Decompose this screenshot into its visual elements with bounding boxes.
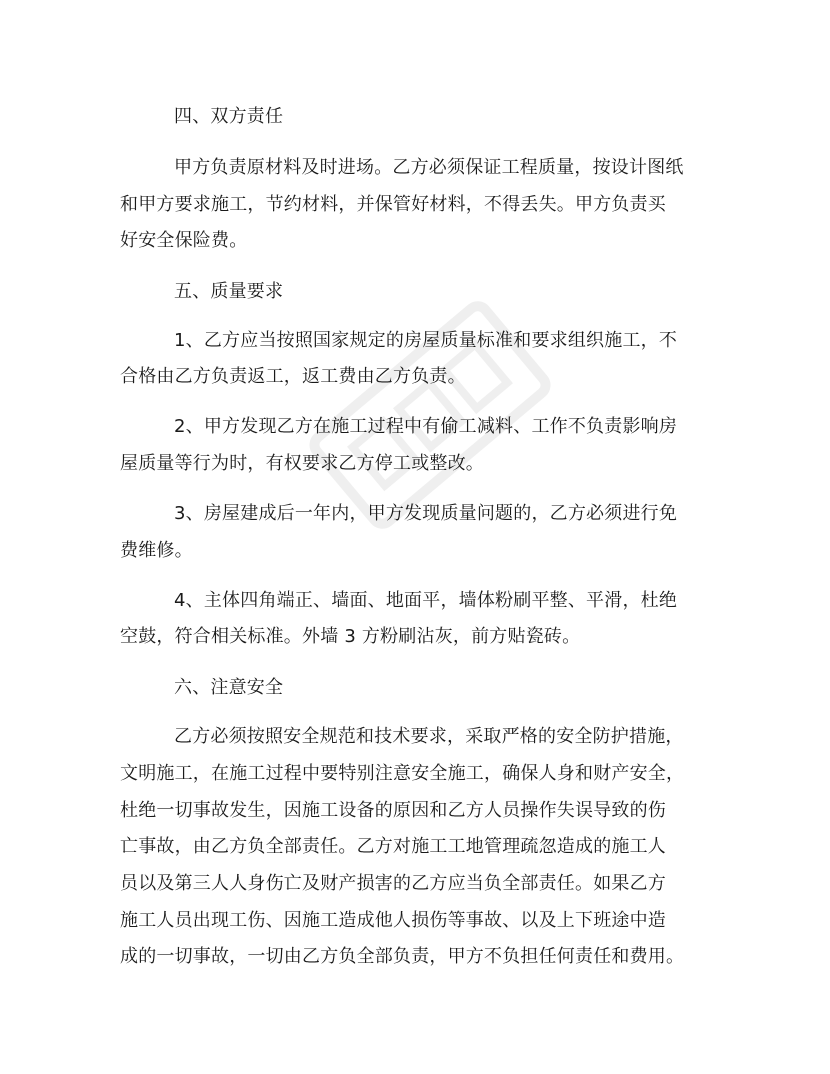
paragraph-line: 空鼓，符合相关标准。外墙 3 方粉刷沾灰，前方贴瓷砖。 — [120, 626, 581, 647]
paragraph-line: 1、乙方应当按照国家规定的房屋质量标准和要求组织施工，不 — [174, 330, 678, 351]
paragraph-line: 3、房屋建成后一年内，甲方发现质量问题的，乙方必须进行免 — [174, 503, 678, 524]
paragraph-line: 员以及第三人人身伤亡及财产损害的乙方应当负全部责任。如果乙方 — [120, 873, 666, 894]
paragraph-line: 文明施工，在施工过程中要特别注意安全施工，确保人身和财产安全， — [120, 763, 685, 784]
paragraph-line: 杜绝一切事故发生，因施工设备的原因和乙方人员操作失误导致的伤 — [120, 800, 666, 821]
paragraph-line: 好安全保险费。 — [120, 230, 248, 251]
paragraph-line: 和甲方要求施工，节约材料，并保管好材料，不得丢失。甲方负责买 — [120, 194, 666, 215]
paragraph-line: 费维修。 — [120, 540, 193, 561]
paragraph-line: 4、主体四角端正、墙面、地面平，墙体粉刷平整、平滑，杜绝 — [174, 590, 678, 611]
paragraph-line: 施工人员出现工伤、因施工造成他人损伤等事故、以及上下班途中造 — [120, 910, 666, 931]
paragraph-line: 甲方负责原材料及时进场。乙方必须保证工程质量，按设计图纸 — [174, 157, 684, 178]
heading-section-5: 五、质量要求 — [174, 281, 284, 302]
paragraph-line: 合格由乙方负责返工，返工费由乙方负责。 — [120, 366, 466, 387]
heading-section-6: 六、注意安全 — [174, 677, 284, 698]
paragraph-line: 屋质量等行为时，有权要求乙方停工或整改。 — [120, 453, 484, 474]
paragraph-line: 乙方必须按照安全规范和技术要求，采取严格的安全防护措施， — [174, 726, 684, 747]
heading-section-4: 四、双方责任 — [174, 106, 284, 127]
paragraph-line: 2、甲方发现乙方在施工过程中有偷工减料、工作不负责影响房 — [174, 416, 678, 437]
paragraph-line: 亡事故，由乙方负全部责任。乙方对施工工地管理疏忽造成的施工人 — [120, 836, 666, 857]
paragraph-line: 成的一切事故，一切由乙方负全部负责，甲方不负担任何责任和费用。 — [120, 946, 685, 967]
